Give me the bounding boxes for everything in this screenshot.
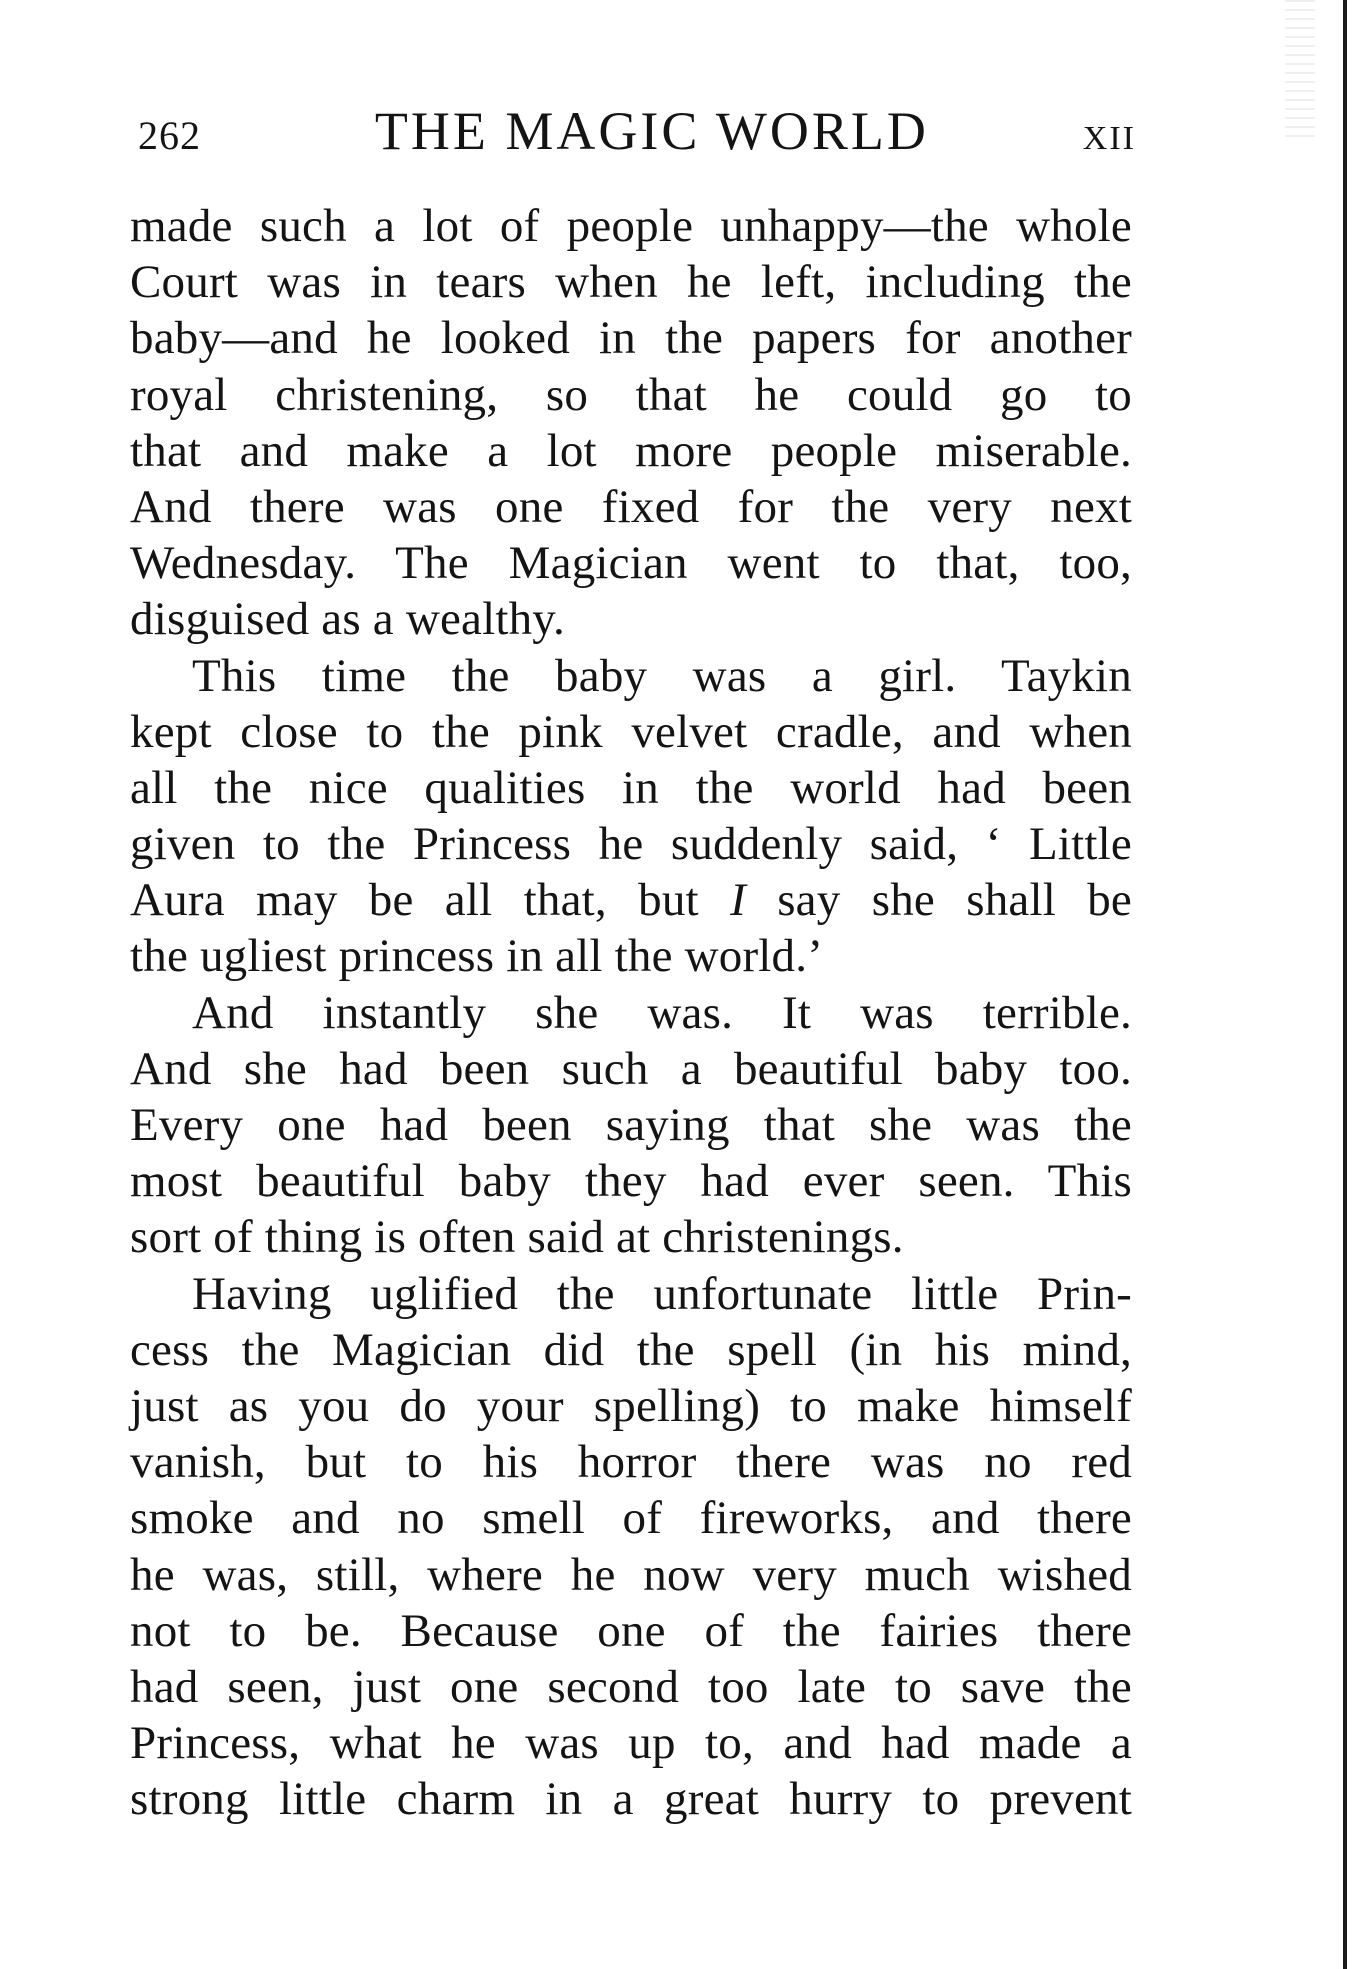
text-line: strong little charm in a great hurry to prevent bbox=[130, 1773, 1132, 1826]
chapter-number: XII bbox=[1082, 120, 1136, 157]
text-segment: say she shall be bbox=[777, 874, 1132, 927]
text-line: This time the baby was a girl. Taykin bbox=[192, 649, 1132, 702]
text-line: And she had been such a beautiful baby too. bbox=[130, 1042, 1132, 1095]
text-line: kept close to the pink velvet cradle, and when bbox=[130, 705, 1132, 758]
text-line: sort of thing is often said at christenings. bbox=[130, 1211, 904, 1264]
text-line: he was, still, where he now very much wished bbox=[130, 1548, 1132, 1601]
text-line: all the nice qualities in the world had been bbox=[130, 761, 1132, 814]
page-edge-rule bbox=[1343, 0, 1347, 1969]
text-line: smoke and no smell of fireworks, and there bbox=[130, 1492, 1132, 1545]
text-line: not to be. Because one of the fairies there bbox=[130, 1604, 1132, 1657]
text-line: And there was one fixed for the very next bbox=[130, 480, 1132, 533]
text-line: vanish, but to his horror there was no red bbox=[130, 1436, 1132, 1489]
book-title: THE MAGIC WORLD bbox=[374, 101, 929, 161]
text-line: the ugliest princess in all the world.’ bbox=[130, 930, 824, 983]
text-line: Every one had been saying that she was the bbox=[130, 1099, 1132, 1151]
running-head bbox=[138, 100, 1136, 170]
text-line: Having uglified the unfortunate little Prin- bbox=[192, 1267, 1132, 1320]
text-line: most beautiful baby they had ever seen. This bbox=[130, 1155, 1132, 1208]
text-line: royal christening, so that he could go to bbox=[130, 368, 1132, 421]
text-line: just as you do your spelling) to make himself bbox=[130, 1379, 1132, 1432]
text-line: And instantly she was. It was terrible. bbox=[192, 986, 1132, 1039]
page-number: 262 bbox=[138, 113, 201, 158]
text-line: baby—and he looked in the papers for another bbox=[130, 312, 1132, 365]
text-line: Princess, what he was up to, and had made a bbox=[130, 1717, 1132, 1770]
scan-noise bbox=[1285, 0, 1315, 140]
text-line: Court was in tears when he left, including the bbox=[130, 256, 1132, 309]
text-segment: Aura may be all that, but bbox=[130, 874, 699, 927]
text-line bbox=[130, 872, 1132, 928]
text-line: given to the Princess he suddenly said, ‘ Little bbox=[130, 818, 1132, 871]
text-line: Wednesday. The Magician went to that, too, bbox=[130, 537, 1132, 590]
text-line: that and make a lot more people miserable. bbox=[130, 424, 1132, 477]
text-line: made such a lot of people unhappy—the whole bbox=[130, 200, 1132, 252]
body-text bbox=[130, 198, 1132, 1827]
text-line: cess the Magician did the spell (in his mind, bbox=[130, 1323, 1132, 1376]
italic-word: I bbox=[730, 874, 746, 927]
text-line: disguised as a wealthy. bbox=[130, 593, 565, 646]
text-line: had seen, just one second too late to save the bbox=[130, 1660, 1132, 1713]
